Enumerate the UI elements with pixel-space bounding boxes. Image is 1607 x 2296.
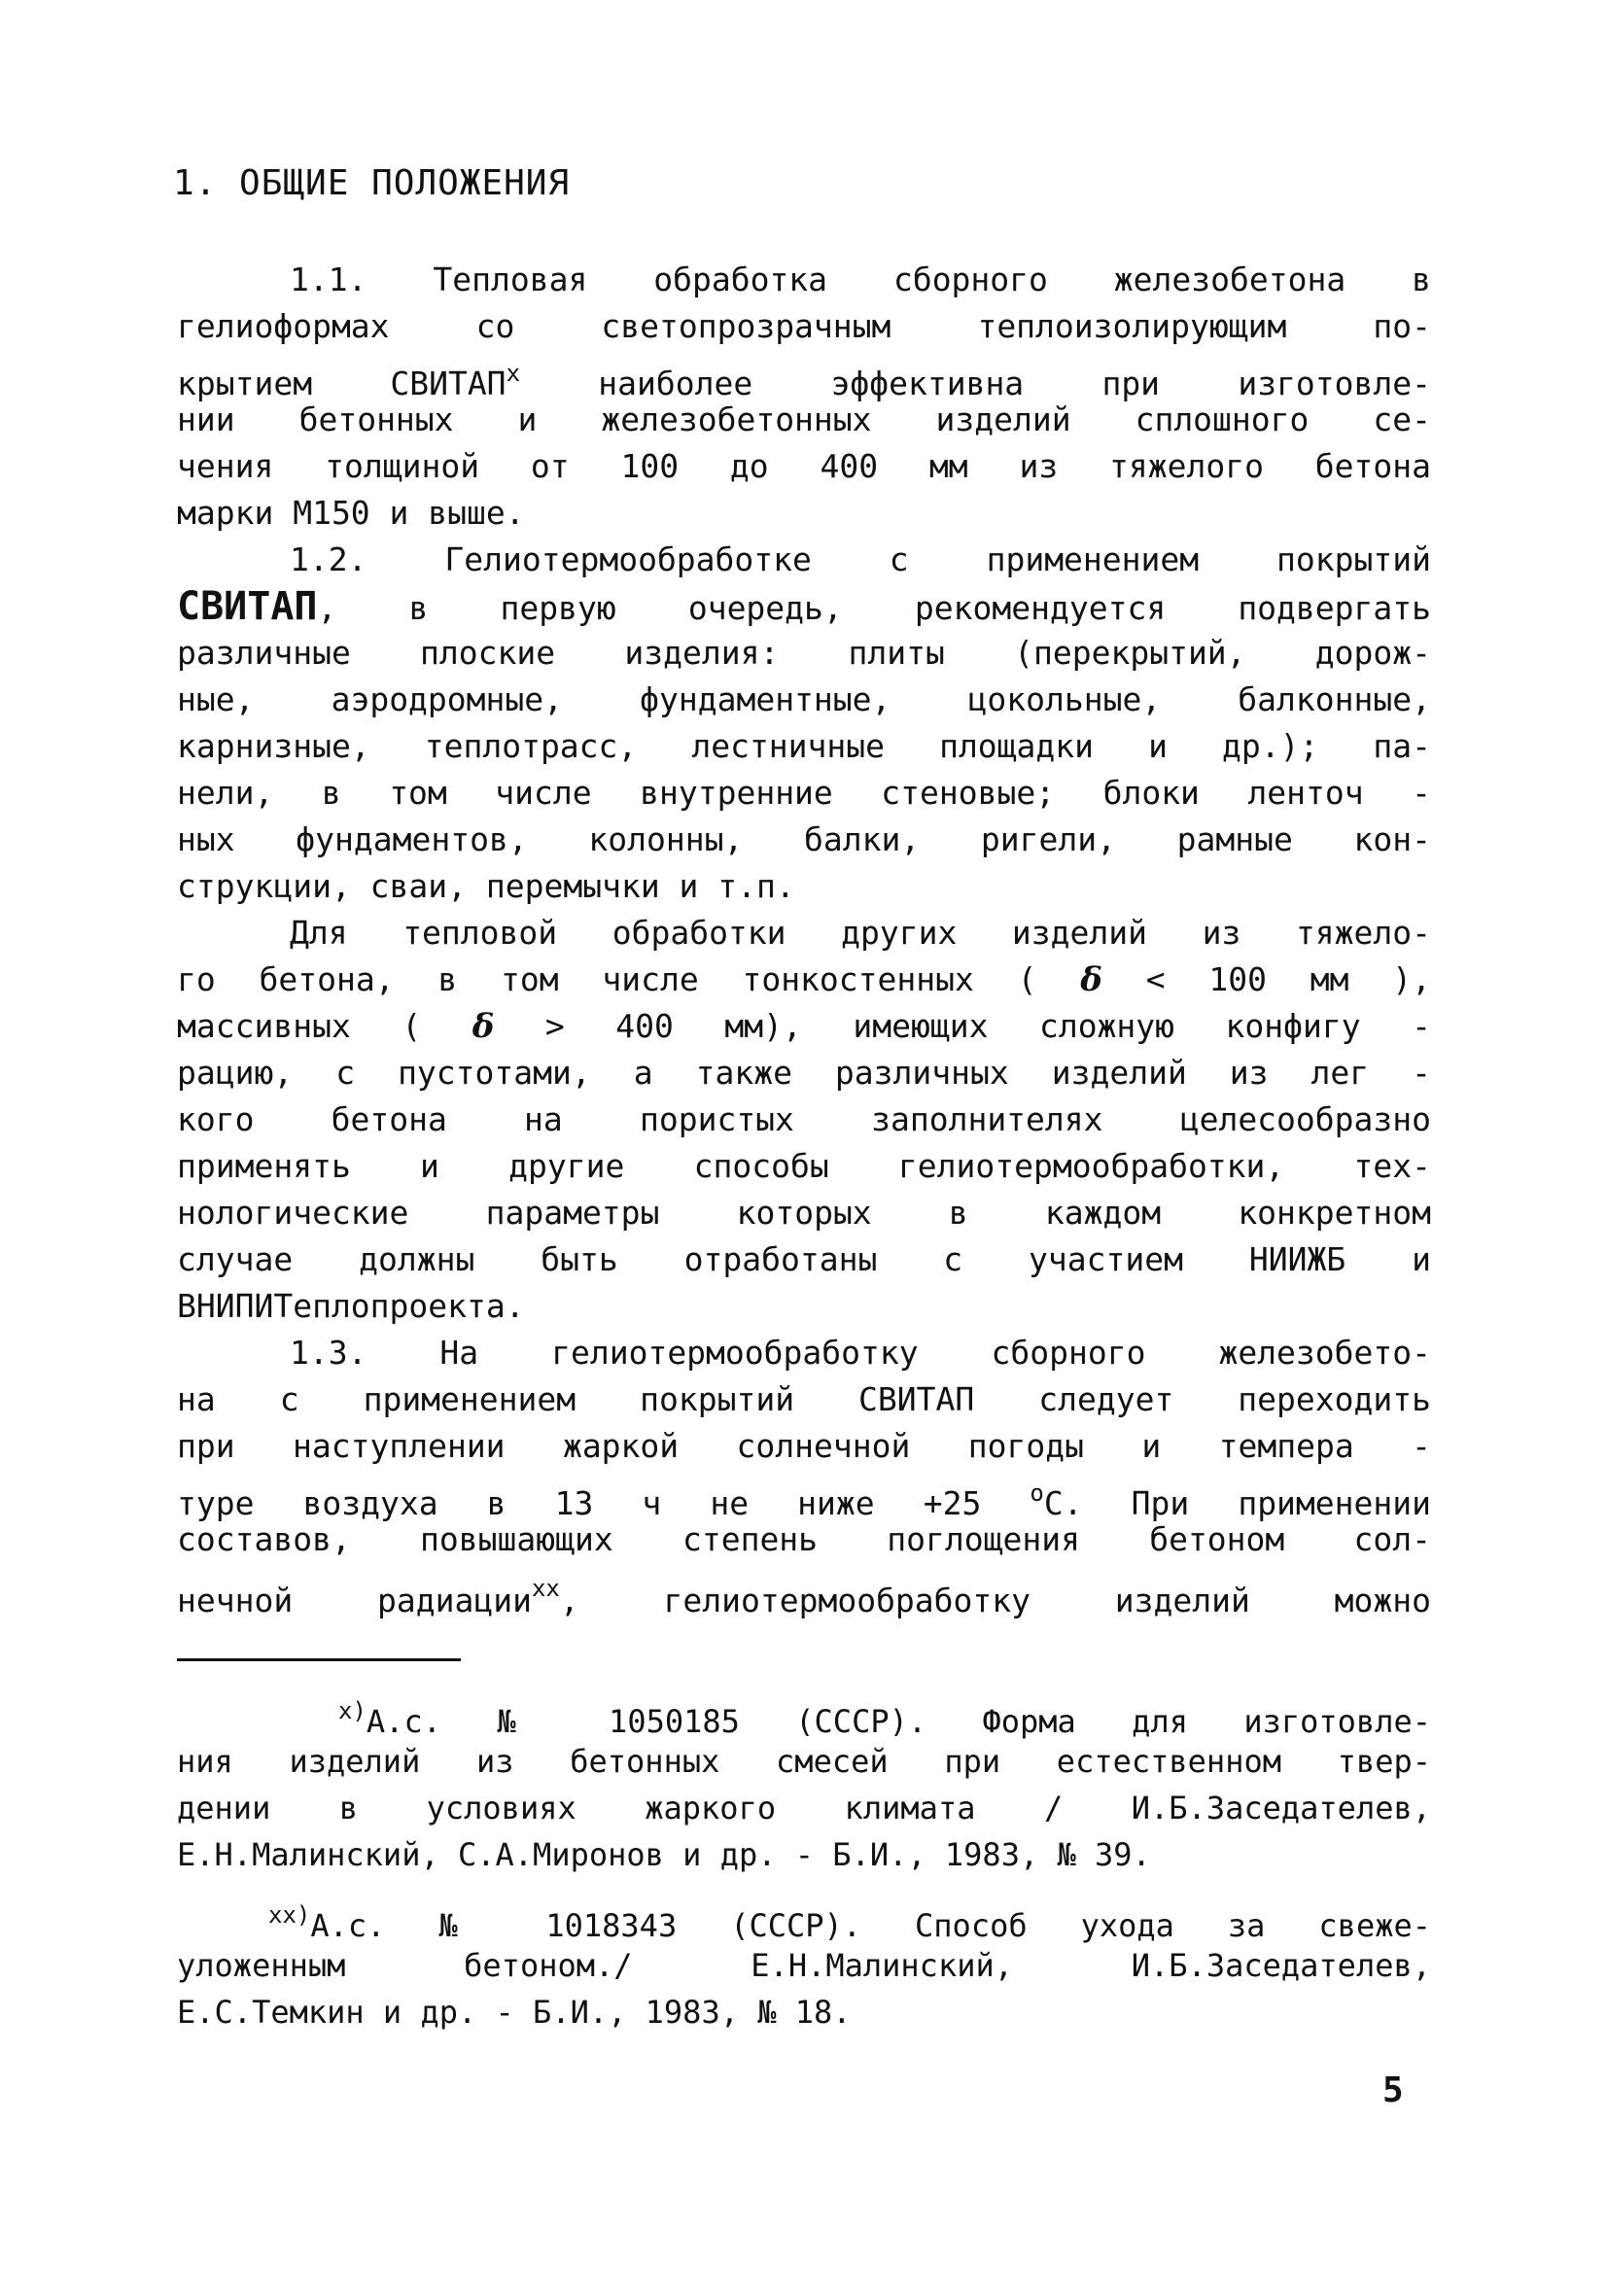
degree-mark: о <box>1030 1479 1044 1507</box>
footnote-1-line-1-text: А.с. № 1050185 (СССР). Форма для изготовле- <box>366 1703 1431 1740</box>
p3-line-2 <box>177 960 1431 999</box>
p3-line-3 <box>177 1007 1431 1046</box>
p1-line-1: 1.1. Тепловая обработка сборного железобетона в <box>290 261 1431 298</box>
p3-line-9: ВНИПИТеплопроекта. <box>177 1287 525 1325</box>
p4-line-6-end: , гелиотермообработку изделий можно <box>559 1582 1432 1619</box>
p2-line-7: ных фундаментов, колонны, балки, ригели, рамные кон- <box>177 820 1431 858</box>
p4-line-1: 1.3. На гелиотермообработку сборного железобето- <box>290 1334 1431 1372</box>
footnote-2-line-1-text: А.с. № 1018343 (СССР). Способ ухода за свеже- <box>310 1907 1431 1944</box>
footnote-1-line-1 <box>338 1691 1431 1741</box>
footnote-separator <box>177 1658 461 1661</box>
p2-line-2-rest: , в первую очередь, рекомендуется подвергать <box>317 589 1431 627</box>
p1-line-3 <box>177 354 1431 403</box>
p3-line-7: нологические параметры которых в каждом конкретном <box>177 1194 1431 1232</box>
footnote-2-line-1 <box>268 1896 1431 1945</box>
p2-line-8: струкции, сваи, перемычки и т.п. <box>177 867 795 905</box>
p2-line-5: карнизные, теплотрасс, лестничные площадки и др.); па- <box>177 727 1431 765</box>
p1-line-4: нии бетонных и железобетонных изделий сплошного се- <box>177 400 1431 438</box>
p3-line-8: случае должны быть отработаны с участием НИИЖБ и <box>177 1240 1431 1278</box>
p3-line-2-start: го бетона, в том числе тонкостенных ( <box>177 960 1081 998</box>
p2-line-4: ные, аэродромные, фундаментные, цокольные, балконные, <box>177 680 1431 718</box>
footnote-ref-x: x <box>506 360 521 387</box>
footnote-1-line-2: ния изделий из бетонных смесей при естественном твер- <box>177 1743 1431 1780</box>
page-number: 5 <box>1382 2070 1404 2110</box>
footnote-2-line-3: Е.С.Темкин и др. - Б.И., 1983, № 18. <box>177 1994 852 2031</box>
p3-line-2-end: < 100 мм ), <box>1101 960 1431 998</box>
p4-line-4 <box>177 1474 1431 1523</box>
delta-symbol: δ <box>1080 960 1102 999</box>
p1-line-3-start: крытием СВИТАП <box>177 365 507 402</box>
p3-line-3-start: массивных ( <box>177 1007 472 1045</box>
p3-line-5: кого бетона на пористых заполнителях целесообразно <box>177 1100 1431 1138</box>
p4-line-2: на с применением покрытий СВИТАП следует переходить <box>177 1380 1431 1418</box>
p4-line-5: составов, повышающих степень поглощения бетоном сол- <box>177 1520 1431 1558</box>
p3-line-6: применять и другие способы гелиотермообработки, тех- <box>177 1147 1431 1185</box>
p4-line-4-end: С. При применении <box>1043 1484 1431 1522</box>
p1-line-6: марки М150 и выше. <box>177 494 525 532</box>
p2-line-1: 1.2. Гелиотермообработке с применением покрытий <box>290 540 1431 578</box>
p4-line-3: при наступлении жаркой солнечной погоды и темпера - <box>177 1427 1431 1465</box>
footnote-1-line-3: дении в условиях жаркого климата / И.Б.Заседателев, <box>177 1790 1431 1826</box>
p3-line-1: Для тепловой обработки других изделий из тяжело- <box>290 914 1431 952</box>
p1-line-5: чения толщиной от 100 до 400 мм из тяжелого бетона <box>177 447 1431 485</box>
p2-line-3: различные плоские изделия: плиты (перекрытий, дорож- <box>177 634 1431 672</box>
footnote-1-marker: х) <box>338 1697 367 1724</box>
p1-line-2: гелиоформах со светопрозрачным теплоизолирующим по- <box>177 307 1431 345</box>
delta-symbol: δ <box>472 1007 495 1046</box>
p4-line-6 <box>177 1569 1431 1620</box>
p4-line-6-start: нечной радиации <box>177 1582 532 1619</box>
p3-line-4: рацию, с пустотами, а также различных изделий из лег - <box>177 1054 1431 1092</box>
footnote-ref-xx: хх <box>531 1575 560 1602</box>
p1-line-3-end: наиболее эффективна при изготовле- <box>520 365 1431 402</box>
svitap-term: СВИТАП <box>177 584 318 629</box>
p2-line-2 <box>177 584 1431 629</box>
footnote-2-line-2: уложенным бетоном./ Е.Н.Малинский, И.Б.Заседателев, <box>177 1947 1431 1984</box>
p3-line-3-end: > 400 мм), имеющих сложную конфигу - <box>494 1007 1431 1045</box>
footnote-1-line-4: Е.Н.Малинский, С.А.Миронов и др. - Б.И., 1983, № 39. <box>177 1836 1151 1873</box>
section-heading: 1. ОБЩИЕ ПОЛОЖЕНИЯ <box>173 163 571 203</box>
p2-line-6: нели, в том числе внутренние стеновые; блоки ленточ - <box>177 774 1431 812</box>
footnote-2-marker: хх) <box>268 1901 311 1929</box>
p4-line-4-start: туре воздуха в 13 ч не ниже +25 <box>177 1484 1031 1522</box>
